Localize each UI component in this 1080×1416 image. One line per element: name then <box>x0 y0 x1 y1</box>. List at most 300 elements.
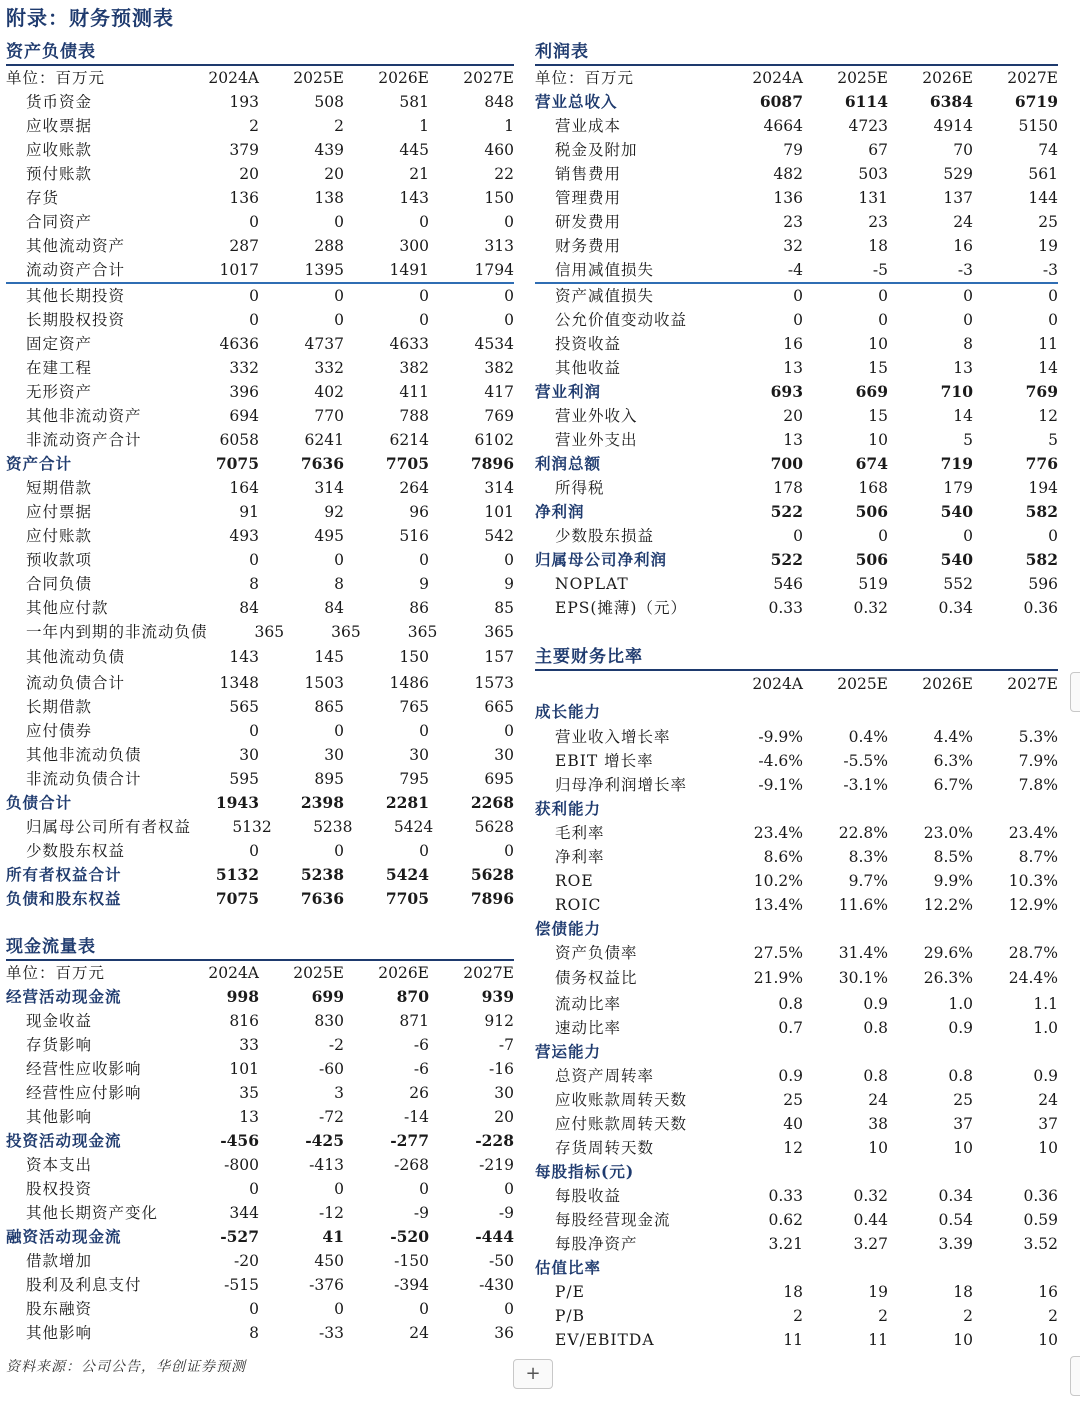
row-value: 37 <box>1038 1115 1058 1133</box>
row-value: 21 <box>409 165 429 183</box>
row-label: 营业收入增长率 <box>555 728 671 746</box>
row-value: 314 <box>484 479 514 497</box>
row-value: 5424 <box>393 818 434 836</box>
unit-label: 单位：百万元 <box>6 964 106 982</box>
row-value: 3.27 <box>853 1235 888 1253</box>
row-value <box>803 797 888 821</box>
row-value: 7896 <box>470 889 514 908</box>
table-row <box>535 548 1058 572</box>
financial-ratios-title: 主要财务比率 <box>535 645 1058 671</box>
row-value: 0 <box>419 551 429 569</box>
table-row <box>535 941 1058 965</box>
table-row <box>535 965 1058 992</box>
row-value: 1794 <box>474 261 514 279</box>
row-value: 74 <box>1038 141 1058 159</box>
row-label: 经营活动现金流 <box>6 987 122 1006</box>
row-value: 86 <box>409 599 429 617</box>
table-row <box>6 308 514 332</box>
table-row <box>535 1280 1058 1304</box>
row-value: 7636 <box>300 454 344 473</box>
row-value: 10 <box>1038 1331 1058 1349</box>
row-value: 24 <box>1038 1091 1058 1109</box>
row-value: 287 <box>229 237 259 255</box>
table-row <box>6 1033 514 1057</box>
row-value: 30 <box>494 746 514 764</box>
row-label: 管理费用 <box>555 189 622 207</box>
row-value: 6087 <box>759 92 803 111</box>
page-title: 附录：财务预测表 <box>6 6 174 30</box>
row-value: 6719 <box>1014 92 1058 111</box>
row-label: 信用减值损失 <box>555 261 655 279</box>
row-value: 14 <box>1038 359 1058 377</box>
table-row <box>535 258 1058 284</box>
table-row <box>6 839 514 863</box>
row-value: 8 <box>249 1324 259 1342</box>
row-value <box>973 797 1058 821</box>
row-value: 0 <box>878 287 888 305</box>
row-value: 0.8 <box>948 1067 973 1085</box>
row-value: 1943 <box>215 793 259 812</box>
row-value: 1017 <box>219 261 259 279</box>
table-row <box>535 1160 1058 1184</box>
row-value: 561 <box>1028 165 1058 183</box>
row-value: 699 <box>311 987 344 1006</box>
row-label: P/E <box>555 1283 585 1301</box>
table-row <box>535 1184 1058 1208</box>
table-row <box>6 791 514 815</box>
row-value: 0.4% <box>848 728 888 746</box>
row-value: 522 <box>770 550 803 569</box>
row-value: 0.54 <box>938 1211 973 1229</box>
row-value: 11.6% <box>838 896 888 914</box>
row-value: 84 <box>239 599 259 617</box>
row-label: 流动负债合计 <box>26 674 126 692</box>
table-row <box>535 1328 1058 1352</box>
row-label: 偿债能力 <box>535 919 602 938</box>
row-value: 719 <box>940 454 973 473</box>
row-value <box>718 1040 803 1064</box>
row-value <box>973 698 1058 725</box>
row-value: 16 <box>1038 1283 1058 1301</box>
table-row <box>535 186 1058 210</box>
row-label: 营业成本 <box>555 117 622 135</box>
row-value: 6102 <box>474 431 514 449</box>
income-statement-table <box>535 40 1058 620</box>
row-label: 利润总额 <box>535 454 602 473</box>
table-row <box>6 1201 514 1225</box>
row-value: 5132 <box>232 818 272 836</box>
row-value: 4723 <box>848 117 888 135</box>
row-value: 12.9% <box>1008 896 1058 914</box>
row-value: -9 <box>413 1204 429 1222</box>
row-value: 445 <box>399 141 429 159</box>
row-value: 450 <box>314 1252 344 1270</box>
table-row <box>535 428 1058 452</box>
row-value: 1395 <box>304 261 344 279</box>
row-value: 0.9 <box>948 1019 973 1037</box>
row-value: -72 <box>319 1108 344 1126</box>
table-row <box>535 869 1058 893</box>
row-label: 总资产周转率 <box>555 1067 655 1085</box>
row-value: 5238 <box>300 865 344 884</box>
row-value: 865 <box>314 698 344 716</box>
row-value: 23.0% <box>923 824 973 842</box>
row-value: 30 <box>409 746 429 764</box>
row-label: 其他流动负债 <box>26 648 126 666</box>
row-label: 经营性应付影响 <box>26 1084 142 1102</box>
table-row <box>535 332 1058 356</box>
table-row <box>535 234 1058 258</box>
row-value: 32 <box>783 237 803 255</box>
row-value: 417 <box>484 383 514 401</box>
row-value <box>973 1160 1058 1184</box>
row-value: 18 <box>868 237 888 255</box>
row-value: -5.5% <box>843 752 888 770</box>
row-value: 6384 <box>929 92 973 111</box>
row-value: 700 <box>770 454 803 473</box>
row-value: 30 <box>494 1084 514 1102</box>
row-label: 经营性应收影响 <box>26 1060 142 1078</box>
row-label: NOPLAT <box>555 575 629 593</box>
year-header: 2024A <box>752 675 803 693</box>
row-label: EBIT 增长率 <box>555 752 654 770</box>
row-label: 其他非流动资产 <box>26 407 142 425</box>
row-value: -268 <box>394 1156 429 1174</box>
row-value: 20 <box>324 165 344 183</box>
row-value: 0 <box>334 1180 344 1198</box>
table-row <box>6 356 514 380</box>
row-value: 871 <box>399 1012 429 1030</box>
row-label: 税金及附加 <box>555 141 638 159</box>
row-value: 0 <box>963 311 973 329</box>
row-value: 546 <box>773 575 803 593</box>
row-value: 0 <box>504 311 514 329</box>
row-value: -527 <box>220 1227 259 1246</box>
row-value: 194 <box>1028 479 1058 497</box>
row-label: 非流动资产合计 <box>26 431 142 449</box>
row-label: 营业外支出 <box>555 431 638 449</box>
row-label: 资产负债率 <box>555 944 638 962</box>
row-value: 8.7% <box>1018 848 1058 866</box>
row-label: 毛利率 <box>555 824 605 842</box>
row-value: 0.8 <box>863 1067 888 1085</box>
table-header-row <box>535 66 1058 90</box>
row-label: 少数股东权益 <box>26 842 126 860</box>
row-value: 193 <box>229 93 259 111</box>
row-value: 79 <box>783 141 803 159</box>
table-header-row <box>6 961 514 985</box>
row-value: 7896 <box>470 454 514 473</box>
row-value <box>973 917 1058 941</box>
row-value: 25 <box>953 1091 973 1109</box>
table-row <box>6 1129 514 1153</box>
row-value: 0 <box>249 311 259 329</box>
row-value: -219 <box>479 1156 514 1174</box>
row-value: 503 <box>858 165 888 183</box>
row-value <box>718 917 803 941</box>
row-value <box>803 1256 888 1280</box>
row-label: 现金收益 <box>26 1012 93 1030</box>
row-value: 694 <box>229 407 259 425</box>
row-value: 365 <box>254 623 285 641</box>
row-value: 5424 <box>385 865 429 884</box>
row-value: 23.4% <box>1008 824 1058 842</box>
row-label: EV/EBITDA <box>555 1331 655 1349</box>
row-value: 0.9 <box>1033 1067 1058 1085</box>
row-label: 应收账款 <box>26 141 93 159</box>
table-row <box>6 114 514 138</box>
row-value: 12 <box>1038 407 1058 425</box>
row-value: 8 <box>249 575 259 593</box>
row-value <box>888 1040 973 1064</box>
row-label: 获利能力 <box>535 799 602 818</box>
table-row <box>6 1297 514 1321</box>
row-label: 财务费用 <box>555 237 622 255</box>
row-value <box>718 698 803 725</box>
row-value: 3.39 <box>938 1235 973 1253</box>
row-value: 36 <box>494 1324 514 1342</box>
row-value: 136 <box>229 189 259 207</box>
row-label: 预收款项 <box>26 551 93 569</box>
row-value: 344 <box>229 1204 259 1222</box>
row-value: 693 <box>770 382 803 401</box>
table-row <box>6 524 514 548</box>
table-row <box>535 524 1058 548</box>
side-scroll-handle[interactable] <box>1070 672 1080 712</box>
row-value: 5132 <box>215 865 259 884</box>
row-value: -12 <box>319 1204 344 1222</box>
row-value: -9.9% <box>758 728 803 746</box>
year-header: 2026E <box>922 69 973 87</box>
row-value: 5238 <box>313 818 353 836</box>
table-row <box>535 1016 1058 1040</box>
row-value: 0 <box>793 527 803 545</box>
row-value: 402 <box>314 383 344 401</box>
row-value: 23 <box>783 213 803 231</box>
row-value: 6214 <box>389 431 429 449</box>
add-button[interactable]: + <box>513 1359 553 1389</box>
row-value: 4664 <box>763 117 803 135</box>
row-label: ROIC <box>555 896 602 914</box>
row-value: 0 <box>878 311 888 329</box>
row-value: 0.32 <box>853 599 888 617</box>
row-value: 70 <box>953 141 973 159</box>
row-value: 313 <box>484 237 514 255</box>
row-value: 895 <box>314 770 344 788</box>
row-value: 0.32 <box>853 1187 888 1205</box>
row-value: 13 <box>239 1108 259 1126</box>
table-row <box>535 572 1058 596</box>
unit-label: 单位：百万元 <box>6 69 106 87</box>
row-label: 其他影响 <box>26 1324 93 1342</box>
row-value: 9.7% <box>848 872 888 890</box>
row-value: 19 <box>1038 237 1058 255</box>
row-value: 4.4% <box>933 728 973 746</box>
row-value: 0 <box>419 311 429 329</box>
row-value: 0 <box>334 842 344 860</box>
row-value: 508 <box>314 93 344 111</box>
row-value: 92 <box>324 503 344 521</box>
row-value: 85 <box>494 599 514 617</box>
table-header-row <box>535 671 1058 698</box>
row-value: 26 <box>409 1084 429 1102</box>
row-label: 速动比率 <box>555 1019 622 1037</box>
row-label: 无形资产 <box>26 383 93 401</box>
table-row <box>6 404 514 428</box>
table-row <box>535 138 1058 162</box>
table-row <box>6 719 514 743</box>
row-value: 91 <box>239 503 259 521</box>
row-label: 所有者权益合计 <box>6 865 122 884</box>
row-label: 股利及利息支付 <box>26 1276 142 1294</box>
row-value: 1.0 <box>948 995 973 1013</box>
row-value: 0.33 <box>768 599 803 617</box>
row-value: -50 <box>489 1252 514 1270</box>
table-row <box>6 452 514 476</box>
row-value: 0 <box>963 287 973 305</box>
table-row <box>535 773 1058 797</box>
row-value: 3.21 <box>768 1235 803 1253</box>
row-value: 28.7% <box>1008 944 1058 962</box>
row-value: 84 <box>324 599 344 617</box>
row-value: 0 <box>334 311 344 329</box>
row-value: 439 <box>314 141 344 159</box>
table-row <box>535 1304 1058 1328</box>
row-value: -6 <box>413 1036 429 1054</box>
row-value: -7 <box>498 1036 514 1054</box>
table-row <box>535 1256 1058 1280</box>
row-value: 11 <box>1038 335 1058 353</box>
row-label: 长期借款 <box>26 698 93 716</box>
unit-label <box>535 671 718 698</box>
row-label: 每股指标(元) <box>535 1162 635 1181</box>
row-value <box>803 1160 888 1184</box>
row-label: P/B <box>555 1307 586 1325</box>
row-value: 10 <box>868 335 888 353</box>
table-row <box>535 500 1058 524</box>
row-value: 25 <box>1038 213 1058 231</box>
row-value: 10 <box>868 431 888 449</box>
table-row <box>6 863 514 887</box>
row-value: -33 <box>319 1324 344 1342</box>
table-row <box>6 887 514 911</box>
row-value: -60 <box>319 1060 344 1078</box>
row-label: 少数股东损益 <box>555 527 655 545</box>
row-value: 10 <box>953 1139 973 1157</box>
side-scroll-handle-bottom[interactable] <box>1070 1356 1080 1396</box>
row-value: 0 <box>878 527 888 545</box>
row-value: 38 <box>868 1115 888 1133</box>
row-value: 788 <box>399 407 429 425</box>
row-value: 9.9% <box>933 872 973 890</box>
row-value: 1.1 <box>1033 995 1058 1013</box>
row-value: 40 <box>783 1115 803 1133</box>
row-label: 存货 <box>26 189 60 207</box>
row-label: 负债合计 <box>6 793 73 812</box>
table-row <box>535 1040 1058 1064</box>
row-value: 0 <box>793 311 803 329</box>
row-value: 0.36 <box>1023 1187 1058 1205</box>
table-row <box>6 234 514 258</box>
table-row <box>535 356 1058 380</box>
table-row <box>6 90 514 114</box>
table-row <box>535 90 1058 114</box>
table-row <box>535 1064 1058 1088</box>
row-value: 1573 <box>474 674 514 692</box>
row-value: 0 <box>504 722 514 740</box>
row-value: 830 <box>314 1012 344 1030</box>
table-row <box>535 749 1058 773</box>
row-value: 25 <box>783 1091 803 1109</box>
row-value: 939 <box>481 987 514 1006</box>
row-value: 10.3% <box>1008 872 1058 890</box>
row-value: 7705 <box>385 889 429 908</box>
row-value: 411 <box>399 383 429 401</box>
row-label: 公允价值变动收益 <box>555 311 688 329</box>
row-value: 506 <box>855 502 888 521</box>
table-row <box>6 1009 514 1033</box>
row-value: 0 <box>249 213 259 231</box>
row-value: 669 <box>855 382 888 401</box>
row-value: 30 <box>324 746 344 764</box>
row-value: 5150 <box>1018 117 1058 135</box>
row-label: 其他非流动负债 <box>26 746 142 764</box>
row-label: 合同资产 <box>26 213 93 231</box>
row-value: 0 <box>334 722 344 740</box>
table-row <box>535 162 1058 186</box>
table-row <box>535 1232 1058 1256</box>
row-value: 493 <box>229 527 259 545</box>
row-value: 33 <box>239 1036 259 1054</box>
row-value: 8.5% <box>933 848 973 866</box>
table-row <box>6 162 514 186</box>
table-header-row <box>6 66 514 90</box>
row-value: 9 <box>504 575 514 593</box>
table-row <box>6 1249 514 1273</box>
row-value: -4.6% <box>758 752 803 770</box>
row-value: 1.0 <box>1033 1019 1058 1037</box>
row-label: 其他长期资产变化 <box>26 1204 159 1222</box>
row-value <box>803 917 888 941</box>
row-value: 365 <box>407 623 438 641</box>
row-value: 11 <box>783 1331 803 1349</box>
row-value: -2 <box>328 1036 344 1054</box>
table-row <box>6 428 514 452</box>
table-row <box>6 138 514 162</box>
row-value: -3 <box>957 261 973 279</box>
row-label: 股东融资 <box>26 1300 93 1318</box>
row-value: 5 <box>963 431 973 449</box>
row-value: 16 <box>783 335 803 353</box>
row-label: 应付账款 <box>26 527 93 545</box>
row-value: 144 <box>1028 189 1058 207</box>
row-value: 382 <box>484 359 514 377</box>
row-value: 5628 <box>474 818 515 836</box>
row-value: 1503 <box>304 674 344 692</box>
row-value: 23.4% <box>753 824 803 842</box>
row-value: 540 <box>940 502 973 521</box>
table-row <box>6 985 514 1009</box>
row-value: 300 <box>399 237 429 255</box>
row-value: 0 <box>504 1180 514 1198</box>
row-label: 其他收益 <box>555 359 622 377</box>
row-value: 0 <box>1048 527 1058 545</box>
row-value: 157 <box>484 648 514 666</box>
table-row <box>6 671 514 695</box>
row-value: 145 <box>314 648 344 666</box>
row-value: 7636 <box>300 889 344 908</box>
year-header: 2025E <box>293 964 344 982</box>
